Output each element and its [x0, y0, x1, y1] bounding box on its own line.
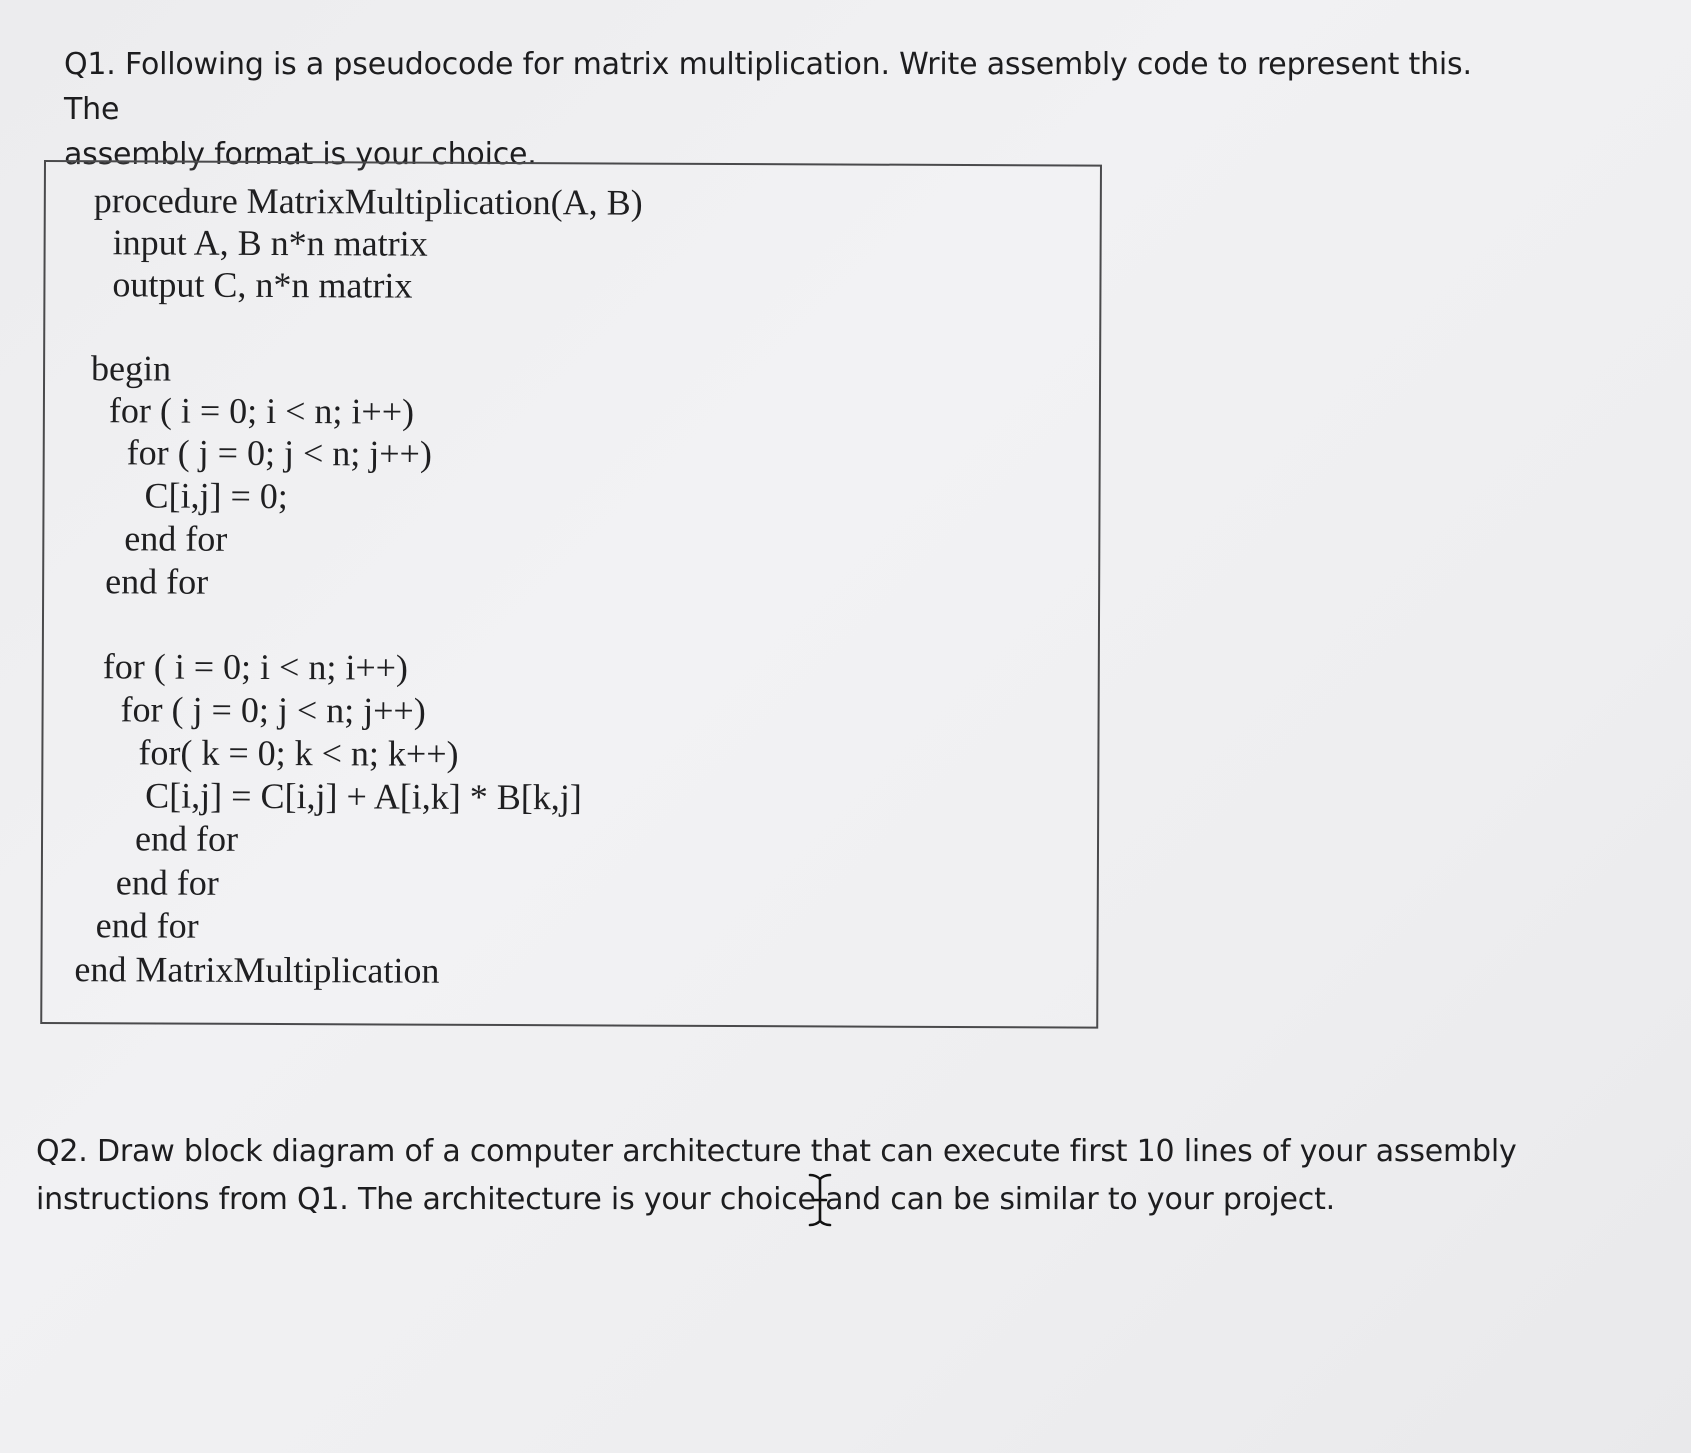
question-2-line-1: Q2. Draw block diagram of a computer architecture that can execute first 10 lines of your assembly [36, 1134, 1517, 1169]
code-line-input: input A, B n*n matrix [112, 222, 428, 264]
code-line-output: output C, n*n matrix [112, 264, 413, 306]
question-2-text [36, 1128, 1536, 1224]
code-line-for-j-init: for ( j = 0; j < n; j++) [126, 432, 432, 474]
question-2-line-2: instructions from Q1. The architecture is your choice and can be similar to your project. [36, 1182, 1335, 1217]
code-line-end-for-j-init: end for [124, 518, 228, 559]
code-line-for-k: for( k = 0; k < n; k++) [138, 732, 459, 774]
code-line-for-i-init: for ( i = 0; i < n; i++) [108, 390, 415, 432]
code-line-end-for-j: end for [115, 862, 219, 903]
code-line-end-for-k: end for [134, 818, 239, 859]
code-line-for-j: for ( j = 0; j < n; j++) [120, 689, 426, 731]
code-line-procedure: procedure MatrixMultiplication(A, B) [93, 180, 643, 223]
code-line-end-procedure: end MatrixMultiplication [74, 949, 440, 991]
code-line-for-i: for ( i = 0; i < n; i++) [102, 646, 409, 688]
pseudocode-box [40, 160, 1102, 1029]
question-1-text [64, 42, 1484, 177]
question-1-line-1: Q1. Following is a pseudocode for matrix multiplication. Write assembly code to represent this. The [64, 47, 1472, 127]
code-line-begin: begin [91, 348, 172, 389]
code-line-c-accumulate: C[i,j] = C[i,j] + A[i,k] * B[k,j] [145, 775, 582, 818]
text-cursor-icon [806, 1172, 834, 1228]
code-line-end-for-i-init: end for [105, 561, 209, 602]
code-line-c-zero: C[i,j] = 0; [144, 475, 288, 517]
question-1-line-2: assembly format is your choice. [64, 137, 537, 172]
code-line-end-for-i: end for [95, 905, 199, 946]
